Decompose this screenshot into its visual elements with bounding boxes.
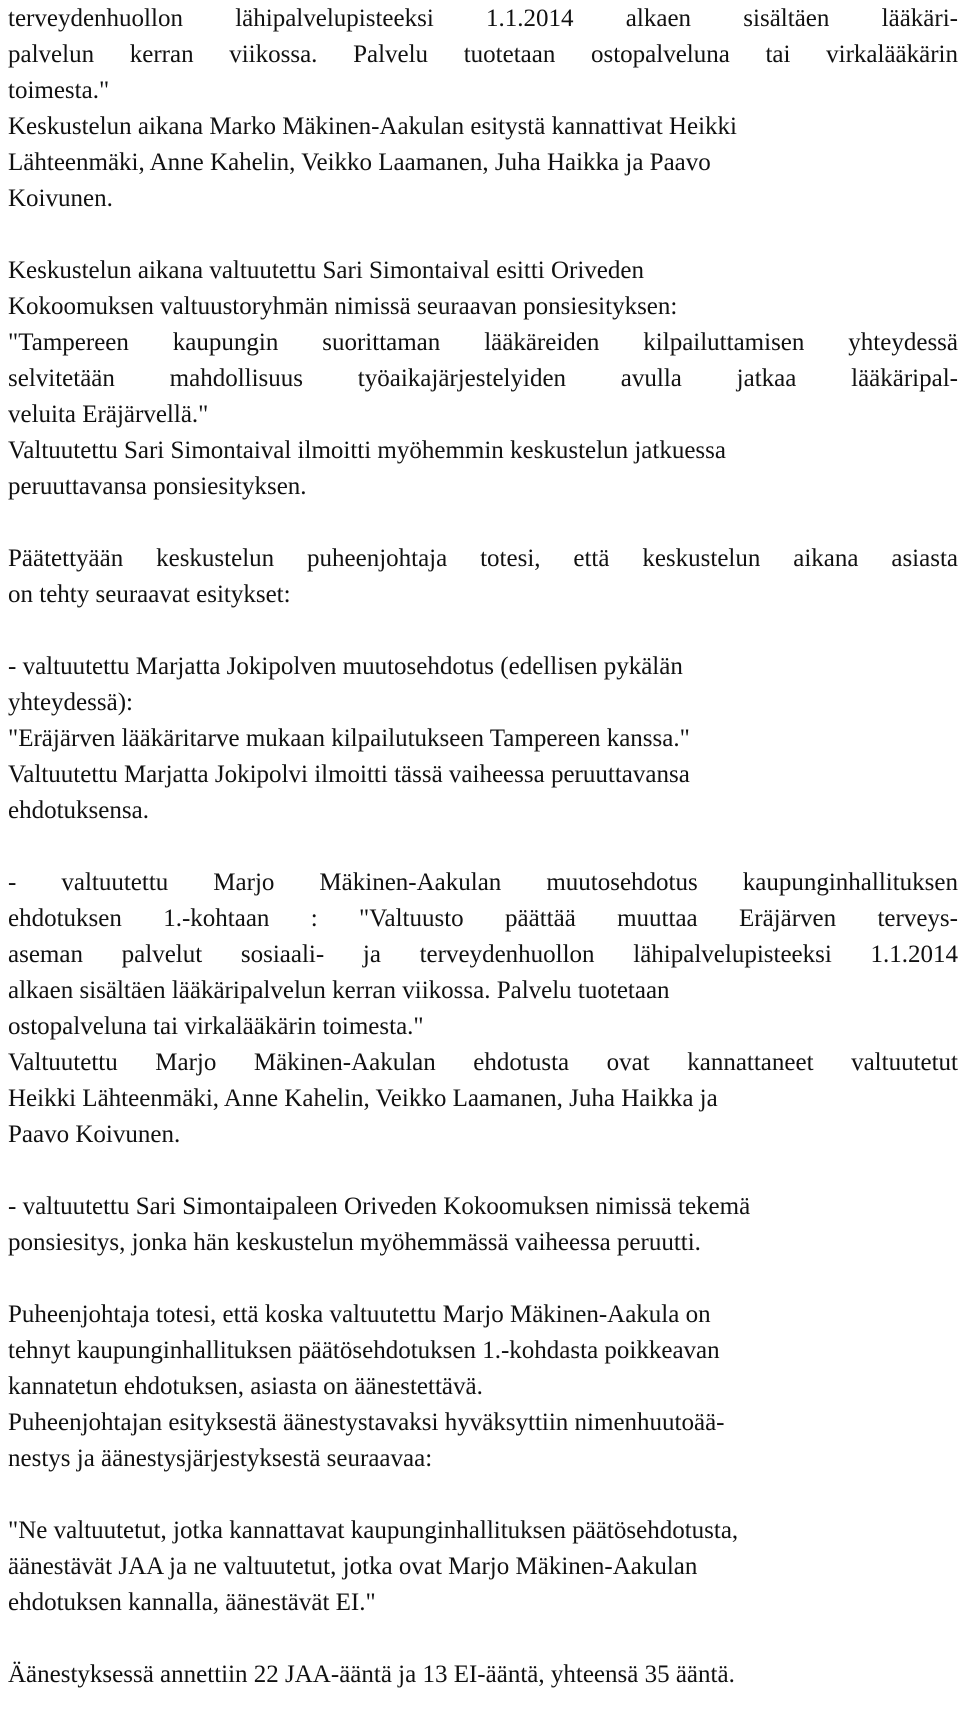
text-line: - valtuutettu Sari Simontaipaleen Oriveden Kokoomuksen nimissä tekemä [8,1193,751,1220]
text-line: peruuttavansa ponsiesityksen. [8,473,307,500]
text-line: Paavo Koivunen. [8,1121,181,1148]
text-line: ostopalveluna tai virkalääkärin toimesta." [8,1013,424,1040]
text-line: selvitetään mahdollisuus työaikajärjestelyiden avulla jatkaa lääkäripal- [8,365,958,392]
text-line: Valtuutettu Marjo Mäkinen-Aakulan ehdotusta ovat kannattaneet valtuutetut [8,1049,958,1076]
text-line: nestys ja äänestysjärjestyksestä seuraavaa: [8,1445,433,1472]
text-line: Keskustelun aikana valtuutettu Sari Simontaival esitti Oriveden [8,257,644,284]
text-line: "Tampereen kaupungin suorittaman lääkäreiden kilpailuttamisen yhteydessä [8,329,958,356]
text-line: aseman palvelut sosiaali- ja terveydenhuollon lähipalvelupisteeksi 1.1.2014 [8,941,958,968]
text-line: Keskustelun aikana Marko Mäkinen-Aakulan esitystä kannattivat Heikki [8,113,737,140]
text-line: Valtuutettu Sari Simontaival ilmoitti myöhemmin keskustelun jatkuessa [8,437,726,464]
text-line: on tehty seuraavat esitykset: [8,581,291,608]
text-line: - valtuutettu Marjo Mäkinen-Aakulan muutosehdotus kaupunginhallituksen [8,869,958,896]
text-line: terveydenhuollon lähipalvelupisteeksi 1.1.2014 alkaen sisältäen lääkäri- [8,5,958,32]
text-line: ehdotuksensa. [8,797,149,824]
text-line: yhteydessä): [8,689,133,716]
text-line: ehdotuksen kannalla, äänestävät EI." [8,1589,376,1616]
text-line: Puheenjohtajan esityksestä äänestystavaksi hyväksyttiin nimenhuutoää- [8,1409,725,1436]
text-line: Päätettyään keskustelun puheenjohtaja totesi, että keskustelun aikana asiasta [8,545,958,572]
text-line: "Ne valtuutetut, jotka kannattavat kaupunginhallituksen päätösehdotusta, [8,1517,739,1544]
text-line: - valtuutettu Marjatta Jokipolven muutosehdotus (edellisen pykälän [8,653,683,680]
text-line: veluita Eräjärvellä." [8,401,209,428]
text-line: Puheenjohtaja totesi, että koska valtuutettu Marjo Mäkinen-Aakula on [8,1301,711,1328]
text-line: kannatetun ehdotuksen, asiasta on äänestettävä. [8,1373,483,1400]
text-line: Äänestyksessä annettiin 22 JAA-ääntä ja 13 EI-ääntä, yhteensä 35 ääntä. [8,1661,735,1688]
text-line: Heikki Lähteenmäki, Anne Kahelin, Veikko Laamanen, Juha Haikka ja [8,1085,718,1112]
text-line: ehdotuksen 1.-kohtaan : "Valtuusto päättää muuttaa Eräjärven terveys- [8,905,958,932]
text-line: Lähteenmäki, Anne Kahelin, Veikko Laamanen, Juha Haikka ja Paavo [8,149,711,176]
text-line: "Eräjärven lääkäritarve mukaan kilpailutukseen Tampereen kanssa." [8,725,690,752]
text-line: ponsiesitys, jonka hän keskustelun myöhemmässä vaiheessa peruutti. [8,1229,701,1256]
text-line: palvelun kerran viikossa. Palvelu tuotetaan ostopalveluna tai virkalääkärin [8,41,958,68]
text-line: äänestävät JAA ja ne valtuutetut, jotka ovat Marjo Mäkinen-Aakulan [8,1553,698,1580]
text-line: Valtuutettu Marjatta Jokipolvi ilmoitti tässä vaiheessa peruuttavansa [8,761,690,788]
text-line: Kokoomuksen valtuustoryhmän nimissä seuraavan ponsiesityksen: [8,293,678,320]
text-line: toimesta." [8,77,110,104]
text-line: tehnyt kaupunginhallituksen päätösehdotuksen 1.-kohdasta poikkeavan [8,1337,720,1364]
text-line: alkaen sisältäen lääkäripalvelun kerran viikossa. Palvelu tuotetaan [8,977,670,1004]
text-line: Koivunen. [8,185,113,212]
